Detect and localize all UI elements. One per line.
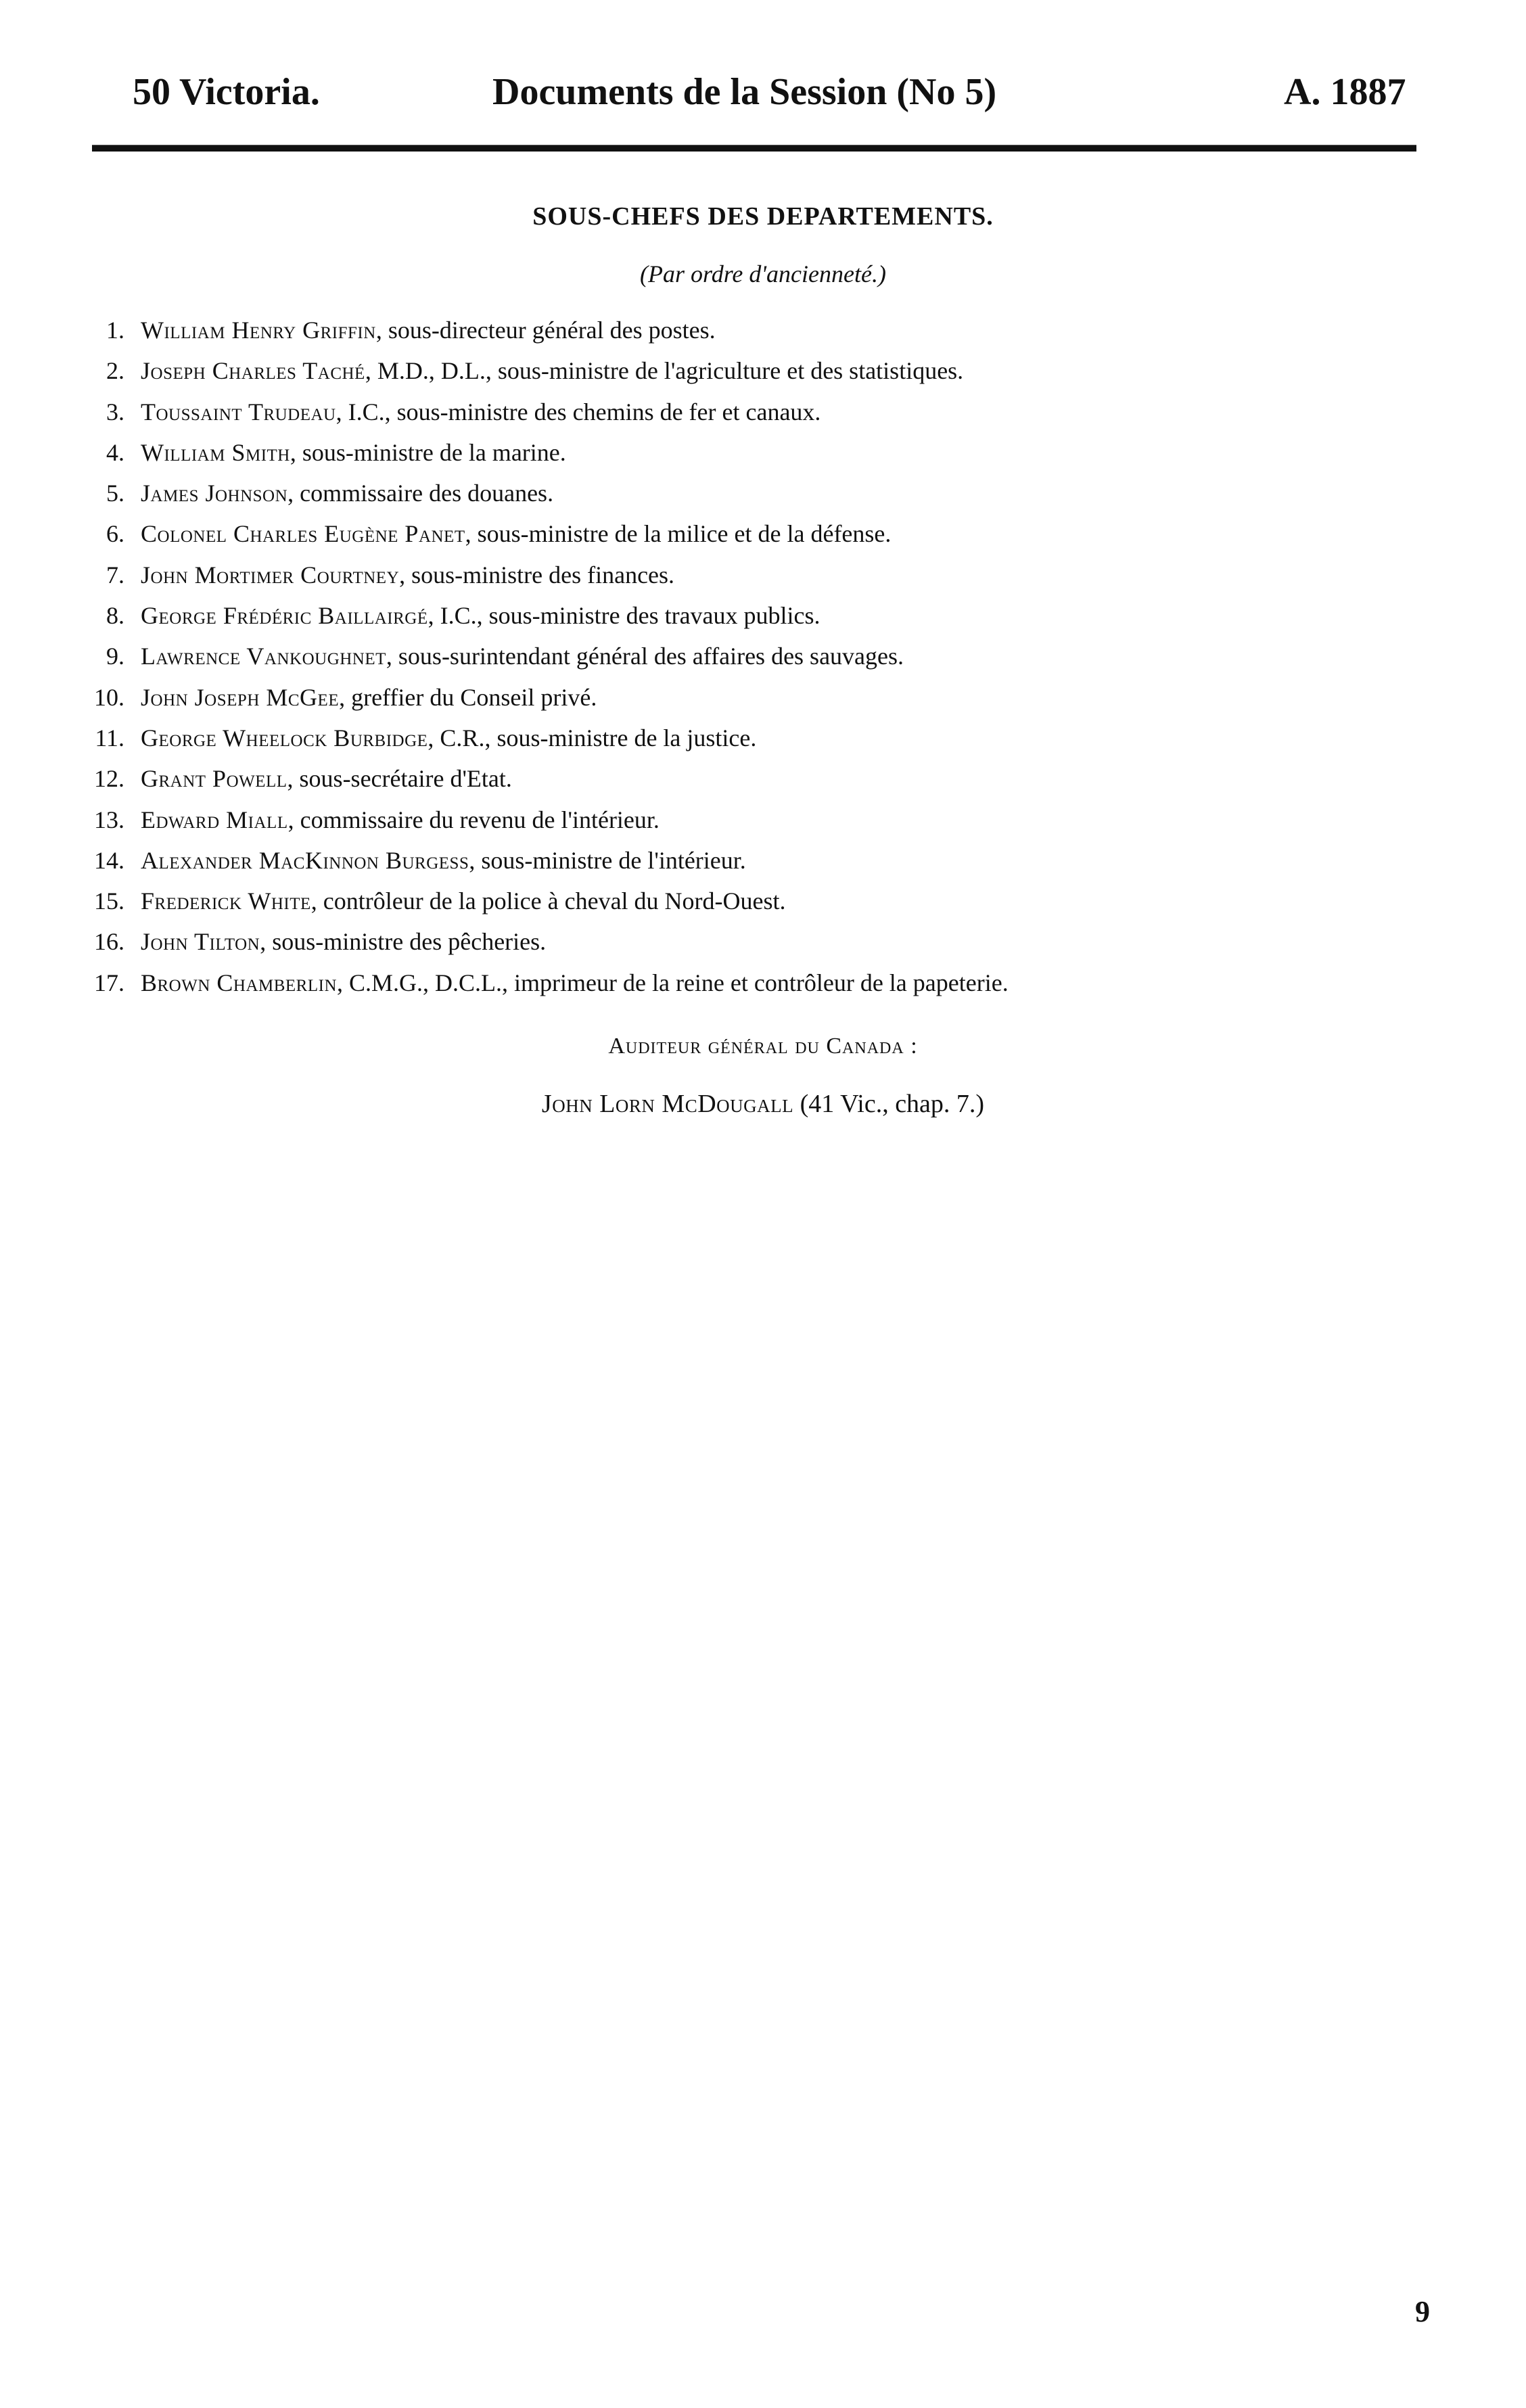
section-subtitle: (Par ordre d'ancienneté.) bbox=[640, 260, 886, 287]
person-name: Grant Powell bbox=[141, 765, 287, 793]
section-title: SOUS-CHEFS DES DEPARTEMENTS. bbox=[532, 202, 994, 231]
person-name: Colonel Charles Eugène Panet bbox=[141, 520, 465, 548]
item-number: 10. bbox=[94, 683, 124, 711]
header-rule bbox=[92, 145, 1416, 152]
person-name: Frederick White bbox=[141, 887, 311, 915]
person-title: , I.C., sous-ministre des travaux publics. bbox=[427, 602, 820, 630]
list-item bbox=[81, 718, 1434, 758]
person-name: John Mortimer Courtney bbox=[141, 561, 400, 588]
person-title: , sous-ministre de l'intérieur. bbox=[469, 846, 746, 874]
person-title: , C.M.G., D.C.L., imprimeur de la reine et contrôleur de la papeterie. bbox=[337, 969, 1009, 996]
item-number: 14. bbox=[94, 846, 124, 874]
person-title: , contrôleur de la police à cheval du Nord-Ouest. bbox=[310, 887, 786, 915]
person-name: George Wheelock Burbidge bbox=[141, 724, 428, 751]
item-number: 11. bbox=[95, 724, 124, 751]
person-name: John Joseph McGee bbox=[141, 683, 340, 711]
item-number: 8. bbox=[106, 602, 124, 630]
item-number: 2. bbox=[106, 357, 124, 385]
list-item bbox=[81, 963, 1434, 1003]
header-year: 50 Victoria. bbox=[133, 71, 320, 113]
item-number: 6. bbox=[106, 520, 124, 548]
page-number: 9 bbox=[1415, 2295, 1430, 2328]
person-title: , sous-ministre de la marine. bbox=[290, 438, 566, 466]
item-number: 4. bbox=[106, 438, 124, 466]
item-number: 9. bbox=[106, 643, 124, 670]
deputy-heads-list bbox=[81, 310, 1434, 1003]
header-title: Documents de la Session (No 5) bbox=[492, 71, 997, 113]
list-item bbox=[81, 350, 1434, 391]
person-name: Joseph Charles Taché bbox=[141, 357, 365, 385]
person-name: John Tilton bbox=[141, 928, 260, 956]
item-number: 13. bbox=[94, 806, 124, 833]
auditor-reference: (41 Vic., chap. 7.) bbox=[793, 1090, 985, 1118]
person-title: , C.R., sous-ministre de la justice. bbox=[427, 724, 757, 751]
list-item bbox=[81, 392, 1434, 432]
item-number: 7. bbox=[106, 561, 124, 588]
list-item bbox=[81, 840, 1434, 881]
list-item bbox=[81, 432, 1434, 473]
auditor-line bbox=[0, 1089, 1526, 1119]
person-title: , sous-ministre des finances. bbox=[399, 561, 675, 588]
person-name: James Johnson bbox=[141, 480, 288, 507]
list-item bbox=[81, 636, 1434, 676]
person-name: Alexander MacKinnon Burgess bbox=[141, 846, 469, 874]
person-name: Edward Miall bbox=[141, 806, 288, 833]
item-number: 5. bbox=[106, 480, 124, 507]
person-name: Lawrence Vankoughnet bbox=[141, 643, 386, 670]
list-item bbox=[81, 881, 1434, 921]
list-item bbox=[81, 677, 1434, 718]
person-name: George Frédéric Baillairgé bbox=[141, 602, 428, 630]
header-session: A. 1887 bbox=[1284, 71, 1406, 113]
person-name: Brown Chamberlin bbox=[141, 969, 338, 996]
item-number: 15. bbox=[94, 887, 124, 915]
person-name: William Smith bbox=[141, 438, 290, 466]
list-item bbox=[81, 921, 1434, 962]
person-name: Toussaint Trudeau bbox=[141, 398, 336, 425]
list-item bbox=[81, 758, 1434, 799]
list-item bbox=[81, 473, 1434, 513]
person-title: , sous-ministre de la milice et de la défense. bbox=[465, 520, 892, 548]
list-item bbox=[81, 555, 1434, 595]
person-title: , sous-surintendant général des affaires des sauvages. bbox=[386, 643, 904, 670]
list-item bbox=[81, 800, 1434, 840]
person-title: , sous-secrétaire d'Etat. bbox=[287, 765, 512, 793]
person-title: , M.D., D.L., sous-ministre de l'agriculture et des statistiques. bbox=[365, 357, 964, 385]
item-number: 3. bbox=[106, 398, 124, 425]
person-title: , I.C., sous-ministre des chemins de fer et canaux. bbox=[336, 398, 821, 425]
running-header bbox=[0, 65, 1526, 119]
item-number: 12. bbox=[94, 765, 124, 793]
auditor-name: John Lorn McDougall bbox=[541, 1090, 794, 1118]
person-name: William Henry Griffin bbox=[141, 317, 376, 344]
item-number: 17. bbox=[94, 969, 124, 996]
person-title: , sous-directeur général des postes. bbox=[375, 317, 716, 344]
list-item bbox=[81, 513, 1434, 554]
auditor-heading: Auditeur général du Canada : bbox=[608, 1034, 918, 1059]
person-title: , commissaire du revenu de l'intérieur. bbox=[287, 806, 660, 833]
person-title: , greffier du Conseil privé. bbox=[339, 683, 597, 711]
list-item bbox=[81, 595, 1434, 636]
list-item bbox=[81, 310, 1434, 350]
item-number: 1. bbox=[106, 317, 124, 344]
item-number: 16. bbox=[94, 928, 124, 956]
person-title: , sous-ministre des pêcheries. bbox=[260, 928, 547, 956]
person-title: , commissaire des douanes. bbox=[287, 480, 554, 507]
